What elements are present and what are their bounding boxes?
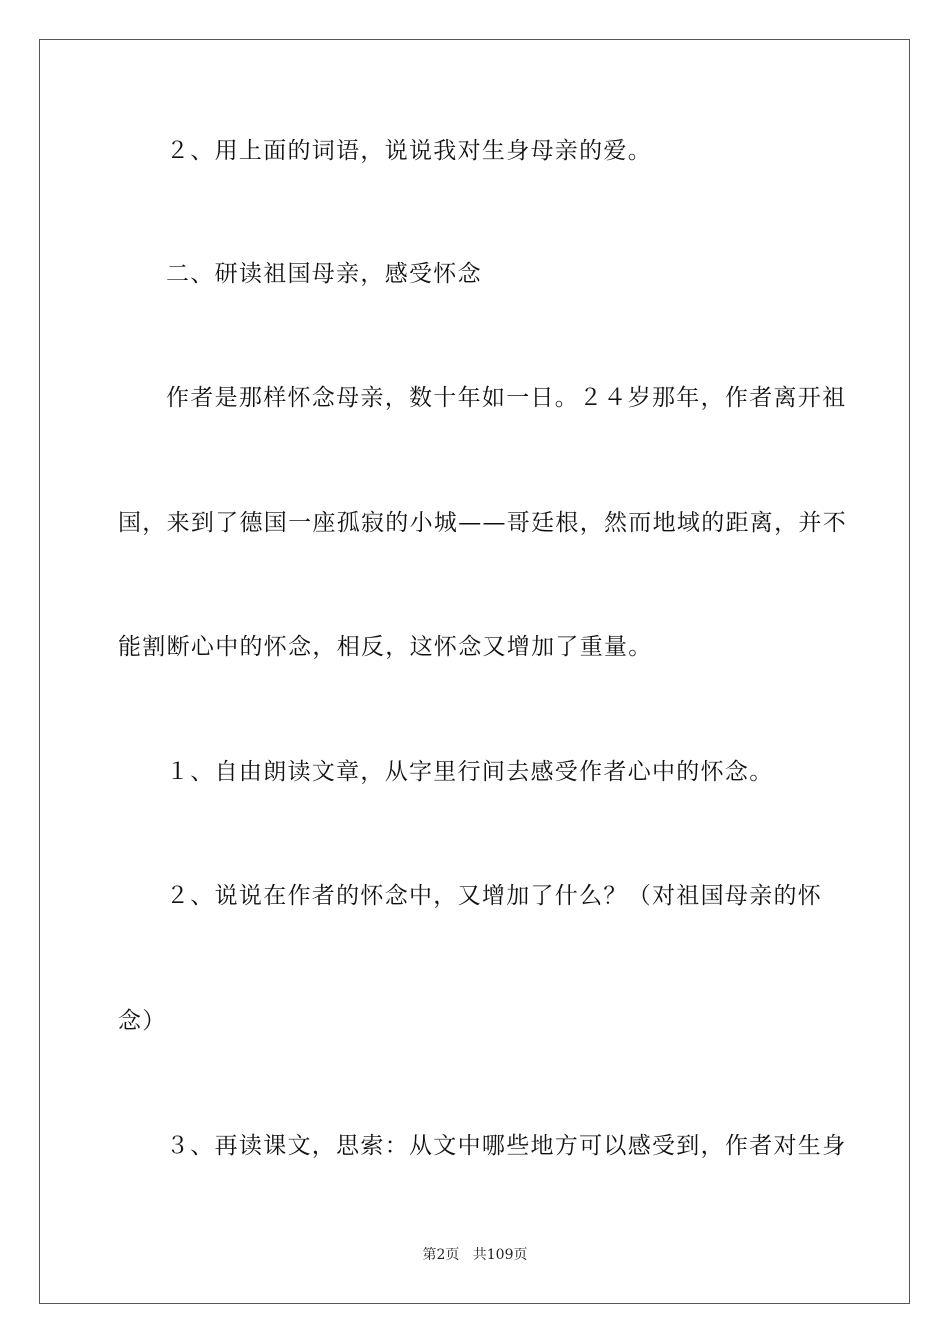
total-pages: 共109页 — [472, 1247, 528, 1263]
section-heading: 二、研读祖国母亲，感受怀念 — [166, 261, 482, 287]
paragraph-line: １、自由朗读文章，从字里行间去感受作者心中的怀念。 — [166, 759, 774, 785]
paragraph-line: 念） — [118, 1008, 167, 1034]
paragraph-line: ２、用上面的词语，说说我对生身母亲的爱。 — [166, 138, 652, 164]
page-frame — [39, 39, 910, 1304]
paragraph-line: 能割断心中的怀念，相反，这怀念又增加了重量。 — [118, 634, 653, 660]
page-footer — [0, 1246, 950, 1264]
paragraph-line: 国，来到了德国一座孤寂的小城——哥廷根，然而地域的距离，并不 — [118, 510, 847, 536]
paragraph-line: 作者是那样怀念母亲，数十年如一日。２４岁那年，作者离开祖 — [166, 385, 847, 411]
page-number: 第2页 — [422, 1247, 460, 1263]
paragraph-line: ３、再读课文，思索：从文中哪些地方可以感受到，作者对生身 — [166, 1133, 847, 1159]
paragraph-line: ２、说说在作者的怀念中，又增加了什么？（对祖国母亲的怀 — [166, 883, 823, 909]
